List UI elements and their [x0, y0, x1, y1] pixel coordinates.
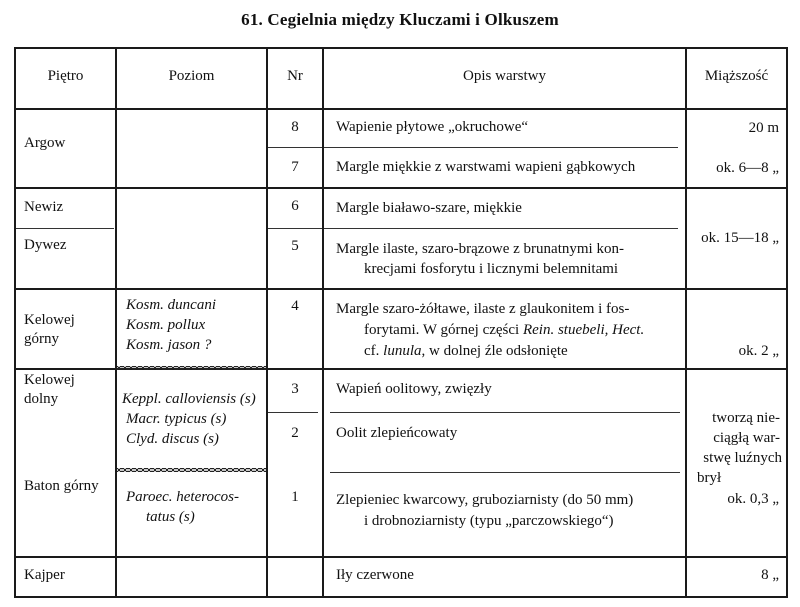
header-poziom: Poziom: [168, 68, 215, 84]
rule-6-5: [268, 228, 678, 229]
poziom-paroec-1: Paroec. heterocos-: [126, 489, 240, 505]
nr-6: 6: [291, 198, 299, 214]
pietro-baton-gorny: Baton górny: [24, 478, 99, 494]
miazszosc-1-3-line1: tworzą nie-: [712, 410, 780, 426]
miazszosc-1-3-line5: ok. 0,3 „: [727, 491, 779, 507]
pietro-kajper: Kajper: [24, 567, 65, 583]
nr-1: 1: [291, 489, 299, 505]
opis-4-line2: [364, 321, 644, 340]
rule-8-7: [268, 147, 678, 148]
page-title: 61. Cegielnia między Kluczami i Olkuszem: [241, 10, 559, 29]
poziom-paroec-2: tatus (s): [146, 509, 195, 525]
nr-2: 2: [291, 425, 299, 441]
opis-7: Margle miękkie z warstwami wapieni gąbkowych: [336, 159, 636, 175]
poziom-kosm-pollux: Kosm. pollux: [126, 317, 206, 333]
miazszosc-6-5: ok. 15—18 „: [701, 230, 779, 246]
rule-newiz-dywez: [14, 228, 114, 229]
table-top-rule: [14, 47, 788, 49]
nr-4: 4: [291, 298, 299, 314]
header-pietro: Piętro: [47, 68, 84, 84]
pietro-kelowej-dolny-2: dolny: [24, 391, 59, 407]
opis-5-line1: Margle ilaste, szaro-brązowe z brunatnymi kon-: [336, 241, 624, 257]
header-miazszosc: Miąższość: [704, 68, 769, 84]
col-rule-pietro: [115, 47, 117, 598]
pietro-dywez: Dywez: [24, 237, 67, 253]
miazszosc-kajper: 8 „: [761, 567, 779, 583]
opis-1-line1: Zlepieniec kwarcowy, gruboziarnisty (do 50 mm): [336, 492, 634, 508]
wavy-line-baton: [116, 468, 266, 472]
opis-5-line2: krecjami fosforytu i licznymi belemnitami: [364, 261, 619, 277]
poziom-kosm-duncani: Kosm. duncani: [126, 297, 216, 313]
rule-dywez-kelowej: [14, 288, 788, 290]
opis-6: Margle białawo-szare, miękkie: [336, 200, 522, 216]
rule-3-2: [330, 412, 680, 413]
table-right-rule: [786, 47, 788, 598]
rule-above-kajper: [14, 556, 788, 558]
opis-4-line3: [364, 342, 568, 361]
opis-1-line2: i drobnoziarnisty (typu „parczowskiego“): [364, 513, 614, 529]
miazszosc-1-3-line4: brył: [697, 470, 722, 486]
opis-8: Wapienie płytowe „okruchowe“: [336, 119, 529, 135]
poziom-clyd-discus: Clyd. discus (s): [126, 431, 219, 447]
opis-4-line1: Margle szaro-żółtawe, ilaste z glaukonitem i fos-: [336, 301, 630, 317]
opis-3: Wapień oolitowy, zwięzły: [336, 381, 492, 397]
opis-kajper: Iły czerwone: [336, 567, 414, 583]
miazszosc-8: 20 m: [748, 120, 779, 136]
poziom-macr-typicus: Macr. typicus (s): [126, 411, 227, 427]
opis-4-line2-text: forytami. W górnej części: [364, 322, 523, 338]
rule-3-2-nr: [268, 412, 318, 413]
nr-7: 7: [291, 159, 299, 175]
opis-4-line3-species: lunula: [383, 343, 422, 359]
table-left-rule: [14, 47, 16, 598]
miazszosc-1-3-line3: stwę luźnych: [703, 450, 782, 466]
wavy-line-kelowej: [116, 366, 266, 370]
pietro-kelowej-gorny-1: Kelowej: [24, 312, 75, 328]
pietro-newiz: Newiz: [24, 199, 64, 215]
poziom-kosm-jason: Kosm. jason ?: [126, 337, 212, 353]
miazszosc-7: ok. 6—8 „: [716, 160, 779, 176]
col-rule-nr: [322, 47, 324, 598]
table-bottom-rule: [14, 596, 788, 598]
header-bottom-rule: [14, 108, 788, 110]
header-opis: Opis warstwy: [463, 68, 546, 84]
header-nr: Nr: [287, 68, 303, 84]
miazszosc-1-3-line2: ciągłą war-: [713, 430, 780, 446]
opis-2: Oolit zlepieńcowaty: [336, 425, 458, 441]
miazszosc-4: ok. 2 „: [738, 343, 779, 359]
opis-4-line2-species: Rein. stuebeli, Hect.: [522, 322, 645, 338]
nr-3: 3: [291, 381, 299, 397]
poziom-keppl-calloviensis: Keppl. calloviensis (s): [122, 391, 256, 407]
nr-8: 8: [291, 119, 299, 135]
pietro-kelowej-dolny-1: Kelowej: [24, 372, 75, 388]
rule-2-1: [330, 472, 680, 473]
pietro-argow: Argow: [24, 135, 66, 151]
pietro-kelowej-gorny-2: górny: [24, 331, 59, 347]
opis-4-line3-cf: cf.: [364, 343, 384, 359]
rule-argow-newiz: [14, 187, 788, 189]
nr-5: 5: [291, 238, 299, 254]
opis-4-line3-rest: , w dolnej źle odsłonięte: [421, 343, 568, 359]
